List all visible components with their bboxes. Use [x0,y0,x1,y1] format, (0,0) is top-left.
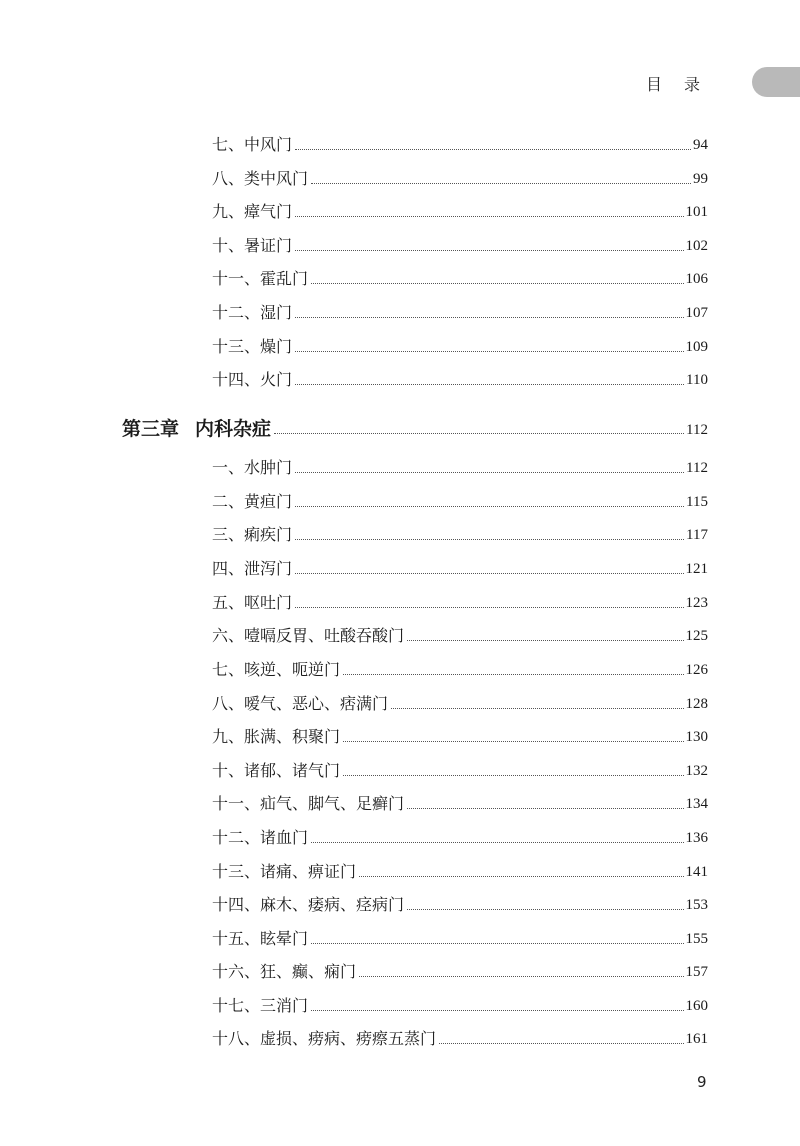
toc-entry-number: 十七、 [212,996,261,1015]
leader-dots [407,808,683,809]
toc-entry[interactable] [212,131,708,155]
toc-entry-number: 三、 [212,525,245,544]
toc-entry[interactable] [212,232,708,256]
leader-dots [295,384,684,385]
leader-dots [295,216,683,217]
toc-entry-page: 102 [685,238,708,254]
leader-dots [311,1010,683,1011]
leader-dots [359,876,683,877]
toc-entry-title: 狂、癫、痫门 [260,962,357,981]
toc-entry-page: 106 [685,271,708,287]
toc-entry-title: 咳逆、呃逆门 [244,660,341,679]
toc-entry-number: 十、 [212,236,245,255]
toc-entry-title: 诸血门 [260,828,309,847]
chapter-title: 内科杂症 [195,418,272,440]
toc-entry-page: 153 [685,897,708,913]
toc-entry-number: 十四、 [212,370,261,389]
toc-entry-number: 二、 [212,492,245,511]
toc-entry-title: 类中风门 [244,169,309,188]
toc-entry-number: 十一、 [212,794,261,813]
toc-entry[interactable] [212,555,708,579]
leader-dots [311,283,683,284]
toc-entry[interactable] [212,958,708,982]
toc-entry-title: 眩晕门 [260,929,309,948]
toc-entry-title: 胀满、积聚门 [244,727,341,746]
toc-entry-page: 132 [685,763,708,779]
toc-entry-title: 暑证门 [244,236,293,255]
leader-dots [311,842,683,843]
toc-entry-title: 中风门 [244,135,293,154]
toc-entry[interactable] [212,790,708,814]
toc-entry-title: 诸痛、痹证门 [260,862,357,881]
leader-dots [295,506,684,507]
leader-dots [343,775,683,776]
leader-dots [311,183,691,184]
toc-entry-number: 七、 [212,660,245,679]
toc-entry-number: 十六、 [212,962,261,981]
page-number: 9 [697,1073,707,1091]
toc-entry[interactable] [212,589,708,613]
toc-entry[interactable] [212,299,708,323]
toc-entry-number: 十三、 [212,862,261,881]
leader-dots [391,708,683,709]
toc-entry-title: 火门 [260,370,293,389]
chapter-heading[interactable] [122,413,708,441]
leader-dots [295,539,684,540]
leader-dots [407,640,683,641]
toc-entry-page: 109 [685,339,708,355]
leader-dots [343,741,683,742]
toc-entry-page: 107 [685,305,708,321]
toc-entry-page: 126 [685,662,708,678]
toc-entry[interactable] [212,622,708,646]
toc-entry-page: 155 [685,931,708,947]
leader-dots [295,351,683,352]
toc-entry[interactable] [212,488,708,512]
leader-dots [295,472,684,473]
toc-entry-page: 94 [693,137,708,153]
toc-entry-page: 130 [685,729,708,745]
leader-dots [295,607,683,608]
toc-entry[interactable] [212,333,708,357]
leader-dots [295,250,683,251]
toc-entry-title: 噎嗝反胃、吐酸吞酸门 [244,626,405,645]
toc-entry-title: 黄疸门 [244,492,293,511]
toc-entry[interactable] [212,521,708,545]
toc-entry[interactable] [212,366,708,390]
toc-entry[interactable] [212,454,708,478]
toc-entry-page: 141 [685,864,708,880]
toc-entry[interactable] [212,757,708,781]
toc-entry-number: 十五、 [212,929,261,948]
toc-entry[interactable] [212,265,708,289]
toc-entry[interactable] [212,1025,708,1049]
toc-entry-title: 泄泻门 [244,559,293,578]
toc-entry[interactable] [212,165,708,189]
toc-entry[interactable] [212,824,708,848]
toc-entry-number: 八、 [212,169,245,188]
toc-entry-page: 136 [685,830,708,846]
leader-dots [295,317,683,318]
toc-entry-page: 112 [686,460,708,476]
toc-entry-page: 157 [685,964,708,980]
toc-entry-page: 121 [685,561,708,577]
toc-entry[interactable] [212,992,708,1016]
toc-entry-number: 六、 [212,626,245,645]
toc-entry-page: 115 [686,494,708,510]
toc-entry-number: 十三、 [212,337,261,356]
toc-entry-number: 十二、 [212,303,261,322]
toc-entry-page: 101 [685,204,708,220]
toc-entry-number: 十、 [212,761,245,780]
toc-entry-page: 128 [685,696,708,712]
toc-entry-page: 125 [685,628,708,644]
chapter-number: 第三章 [122,418,180,440]
toc-entry-title: 虚损、痨病、痨瘵五蒸门 [260,1029,437,1048]
toc-entry-title: 疝气、脚气、足癣门 [260,794,405,813]
leader-dots [359,976,683,977]
leader-dots [439,1043,683,1044]
toc-entry-number: 九、 [212,202,245,221]
toc-entry[interactable] [212,858,708,882]
toc-entry-number: 九、 [212,727,245,746]
toc-entry-title: 霍乱门 [260,269,309,288]
leader-dots [407,909,683,910]
toc-entry[interactable] [212,198,708,222]
toc-entry-number: 十一、 [212,269,261,288]
toc-entry-page: 99 [693,171,708,187]
leader-dots [295,149,691,150]
toc-entry[interactable] [212,690,708,714]
toc-entry-title: 嗳气、恶心、痞满门 [244,694,389,713]
running-header-title: 目录 [646,75,723,94]
toc-entry-title: 湿门 [260,303,293,322]
leader-dots [274,433,684,434]
toc-entry-number: 十八、 [212,1029,261,1048]
toc-entry[interactable] [212,723,708,747]
toc-entry[interactable] [212,925,708,949]
toc-entry-title: 诸郁、诸气门 [244,761,341,780]
toc-entry-title: 三消门 [260,996,309,1015]
leader-dots [311,943,683,944]
toc-entry-title: 瘴气门 [244,202,293,221]
toc-entry-page: 110 [686,372,708,388]
toc-entry-page: 134 [685,796,708,812]
toc-entry[interactable] [212,891,708,915]
chapter-page: 112 [686,422,708,438]
toc-entry-title: 麻木、痿病、痉病门 [260,895,405,914]
toc-entry-title: 燥门 [260,337,293,356]
toc-entry-page: 123 [685,595,708,611]
toc-entry-title: 呕吐门 [244,593,293,612]
toc-entry-page: 161 [685,1031,708,1047]
toc-entry-number: 四、 [212,559,245,578]
toc-entry-title: 痢疾门 [244,525,293,544]
toc-entry-number: 十二、 [212,828,261,847]
toc-entry-number: 七、 [212,135,245,154]
toc-entry-number: 一、 [212,458,245,477]
toc-entry[interactable] [212,656,708,680]
toc-entry-title: 水肿门 [244,458,293,477]
leader-dots [295,573,683,574]
toc-entry-number: 五、 [212,593,245,612]
toc-entry-number: 十四、 [212,895,261,914]
leader-dots [343,674,683,675]
toc-entry-page: 160 [685,998,708,1014]
toc-entry-number: 八、 [212,694,245,713]
toc-entry-page: 117 [686,527,708,543]
